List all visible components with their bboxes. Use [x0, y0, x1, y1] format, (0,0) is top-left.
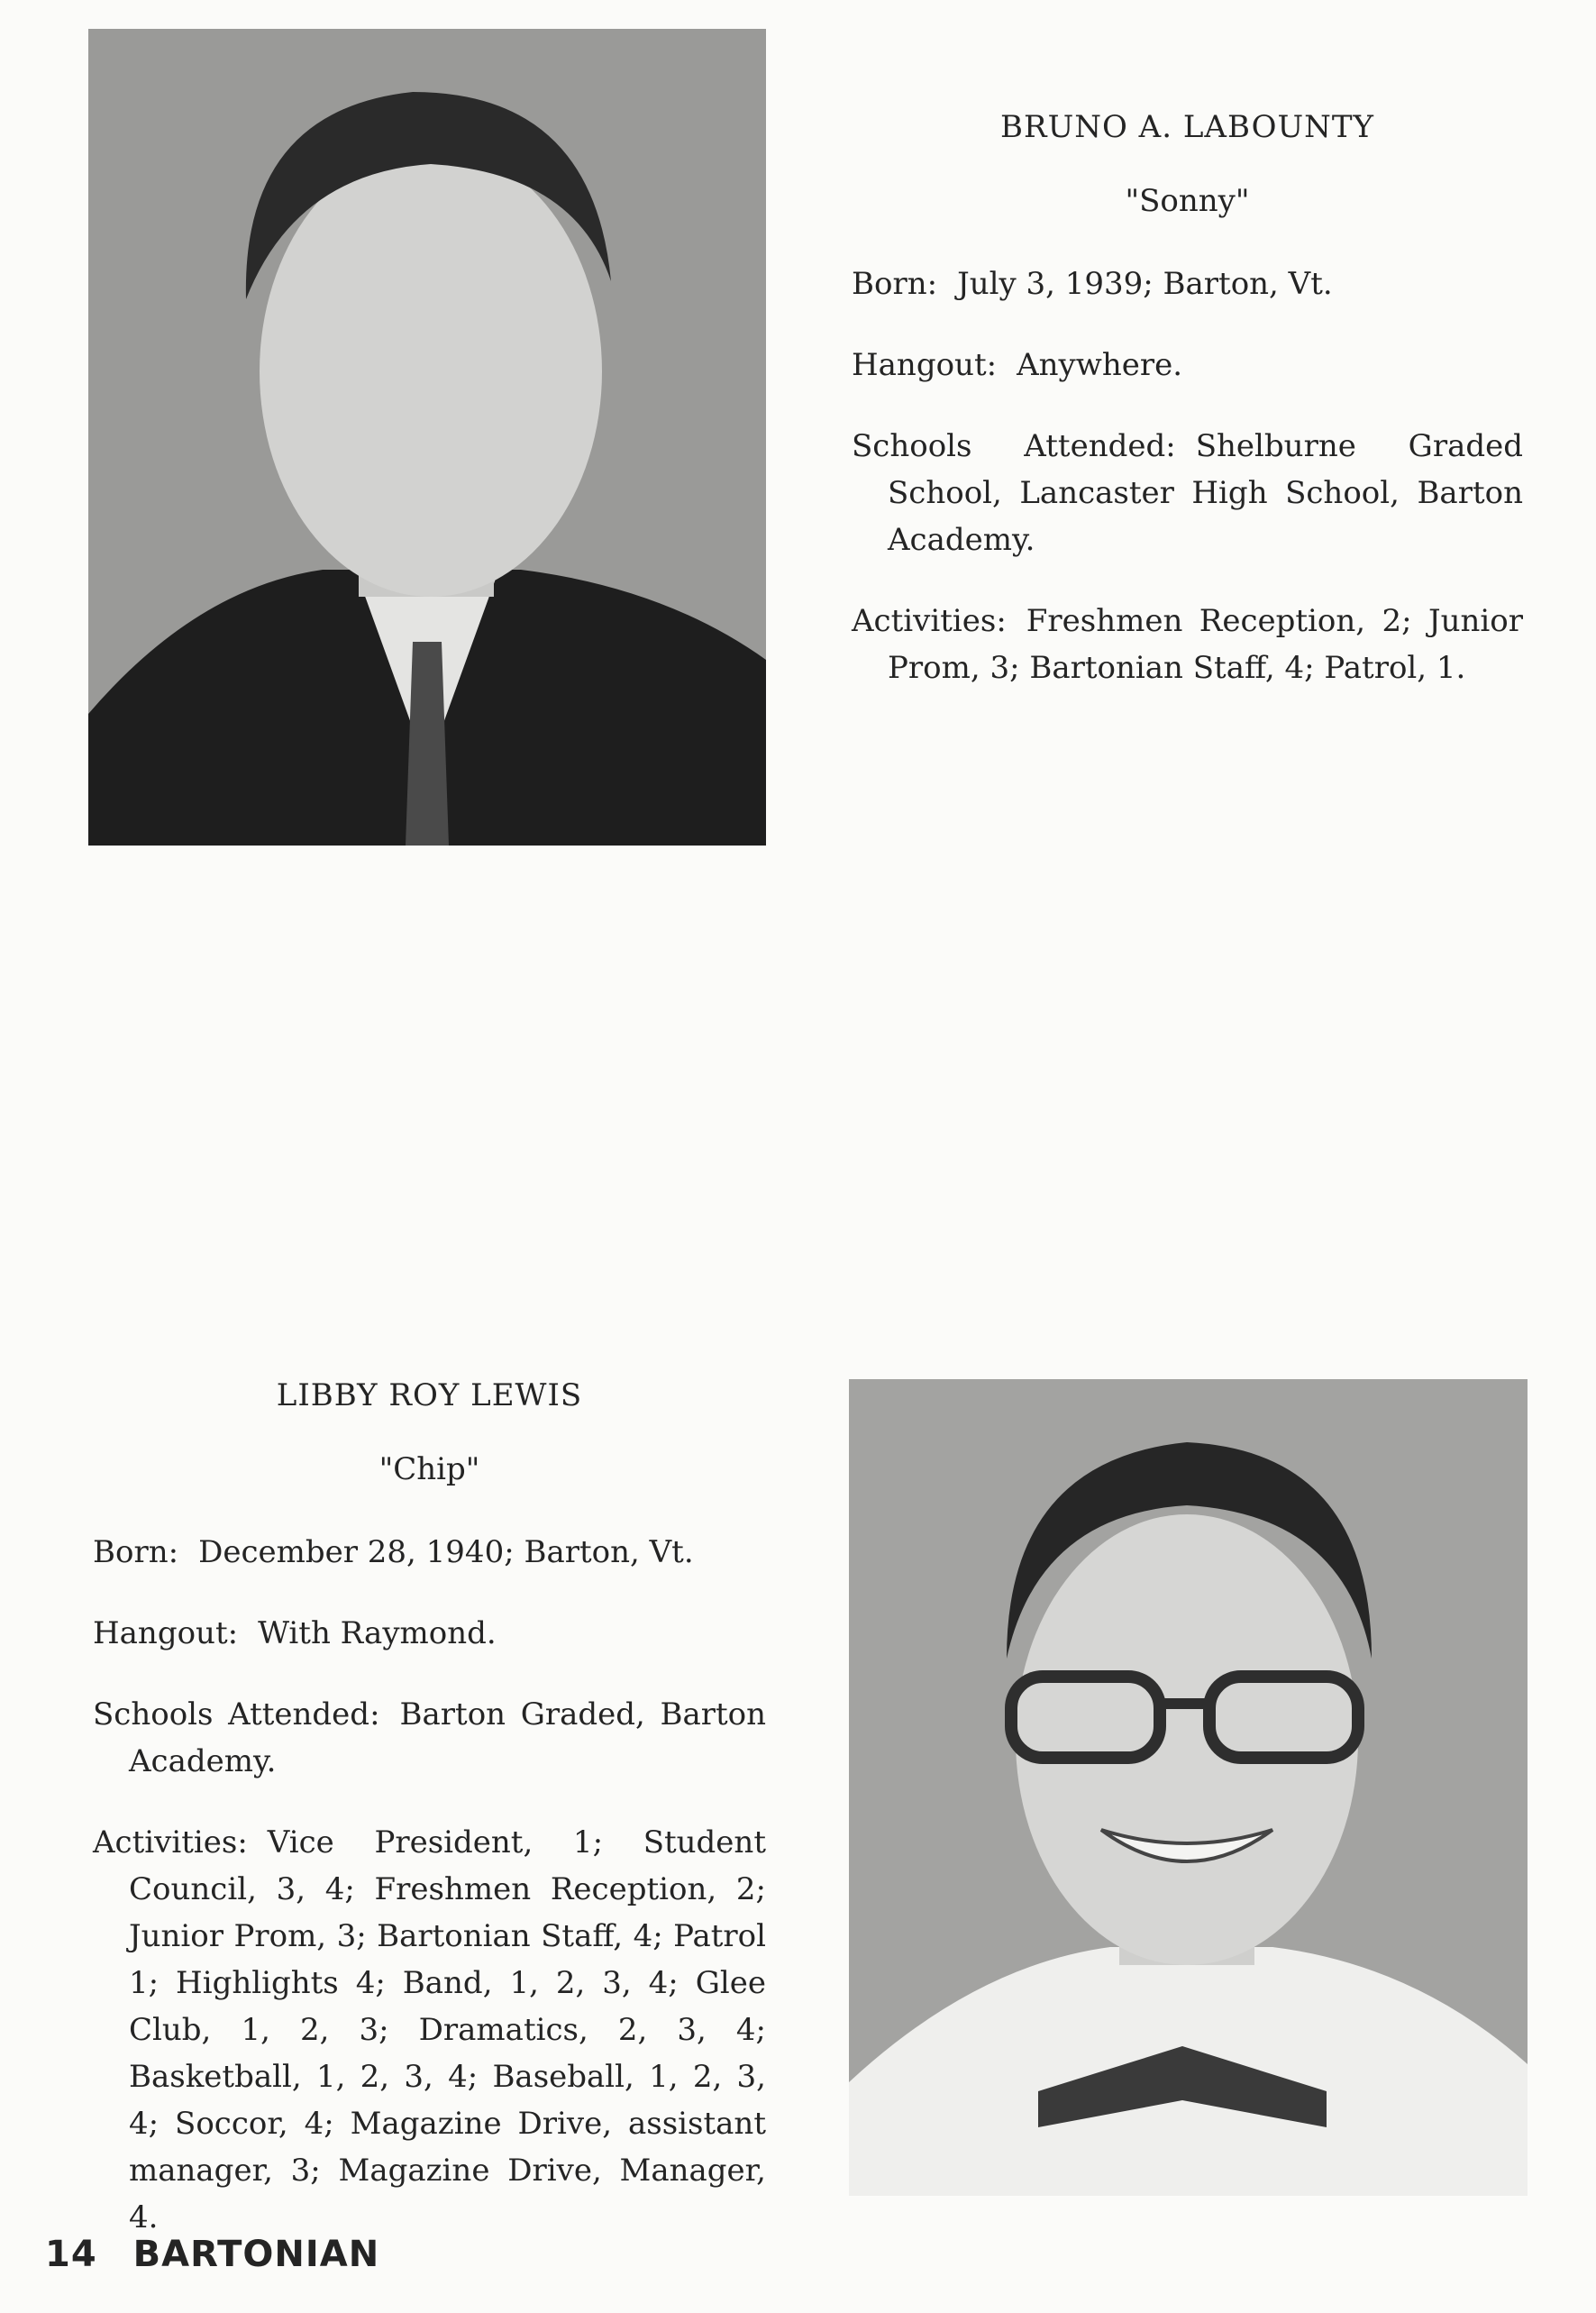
schools-value: Shelburne Graded School, Lancaster High School, Barton Academy. [888, 428, 1523, 558]
page-footer [45, 2234, 379, 2275]
activities-value: Vice President, 1; Student Council, 3, 4; Freshmen Reception, 2; Junior Prom, 3; Bartonian Staff, 4; Patrol 1; Highlights 4; Band, 1, 2, 3, 4; Glee Club, 1, 2, 3; Dramatics, 2, 3, 4; Basketball, 1, 2, 3, 4; Baseball, 1, 2, 3, 4; Soccor, 4; Magazine Drive, assistant manager, 3; Magazine Drive, Manager, 4. [129, 1824, 766, 2235]
schools-label: Schools Attended: [852, 428, 1176, 464]
student-nickname: "Sonny" [1125, 183, 1250, 219]
student-name: BRUNO A. LABOUNTY [1000, 109, 1374, 145]
hangout-label: Hangout: [93, 1615, 239, 1651]
schools-label: Schools Attended: [93, 1696, 380, 1732]
portrait-photo-icon [849, 1379, 1528, 2196]
hangout-entry [93, 1610, 766, 1657]
born-value: December 28, 1940; Barton, Vt. [198, 1534, 694, 1570]
activities-entry [852, 598, 1523, 691]
hangout-value: With Raymond. [258, 1615, 497, 1651]
schools-entry [93, 1691, 766, 1785]
page-number: 14 [45, 2234, 97, 2275]
hangout-value: Anywhere. [1017, 347, 1183, 383]
born-entry [852, 261, 1523, 307]
born-label: Born: [852, 266, 938, 302]
born-value: July 3, 1939; Barton, Vt. [957, 266, 1333, 302]
hangout-label: Hangout: [852, 347, 998, 383]
student-1-bio [852, 104, 1523, 726]
schools-value: Barton Graded, Barton Academy. [129, 1696, 766, 1779]
activities-label: Activities: [93, 1824, 248, 1860]
hangout-entry [852, 342, 1523, 389]
student-2-bio [93, 1372, 766, 2275]
portrait-photo-icon [88, 29, 766, 846]
student-2-photo [849, 1379, 1528, 2196]
activities-label: Activities: [852, 603, 1007, 639]
schools-entry [852, 423, 1523, 563]
activities-entry [93, 1819, 766, 2241]
student-nickname: "Chip" [378, 1451, 480, 1487]
publication-title: BARTONIAN [132, 2234, 380, 2275]
activities-value: Freshmen Reception, 2; Junior Prom, 3; Bartonian Staff, 4; Patrol, 1. [888, 603, 1523, 686]
born-label: Born: [93, 1534, 179, 1570]
born-entry [93, 1529, 766, 1576]
student-1-photo [88, 29, 766, 846]
student-name: LIBBY ROY LEWIS [276, 1377, 583, 1413]
